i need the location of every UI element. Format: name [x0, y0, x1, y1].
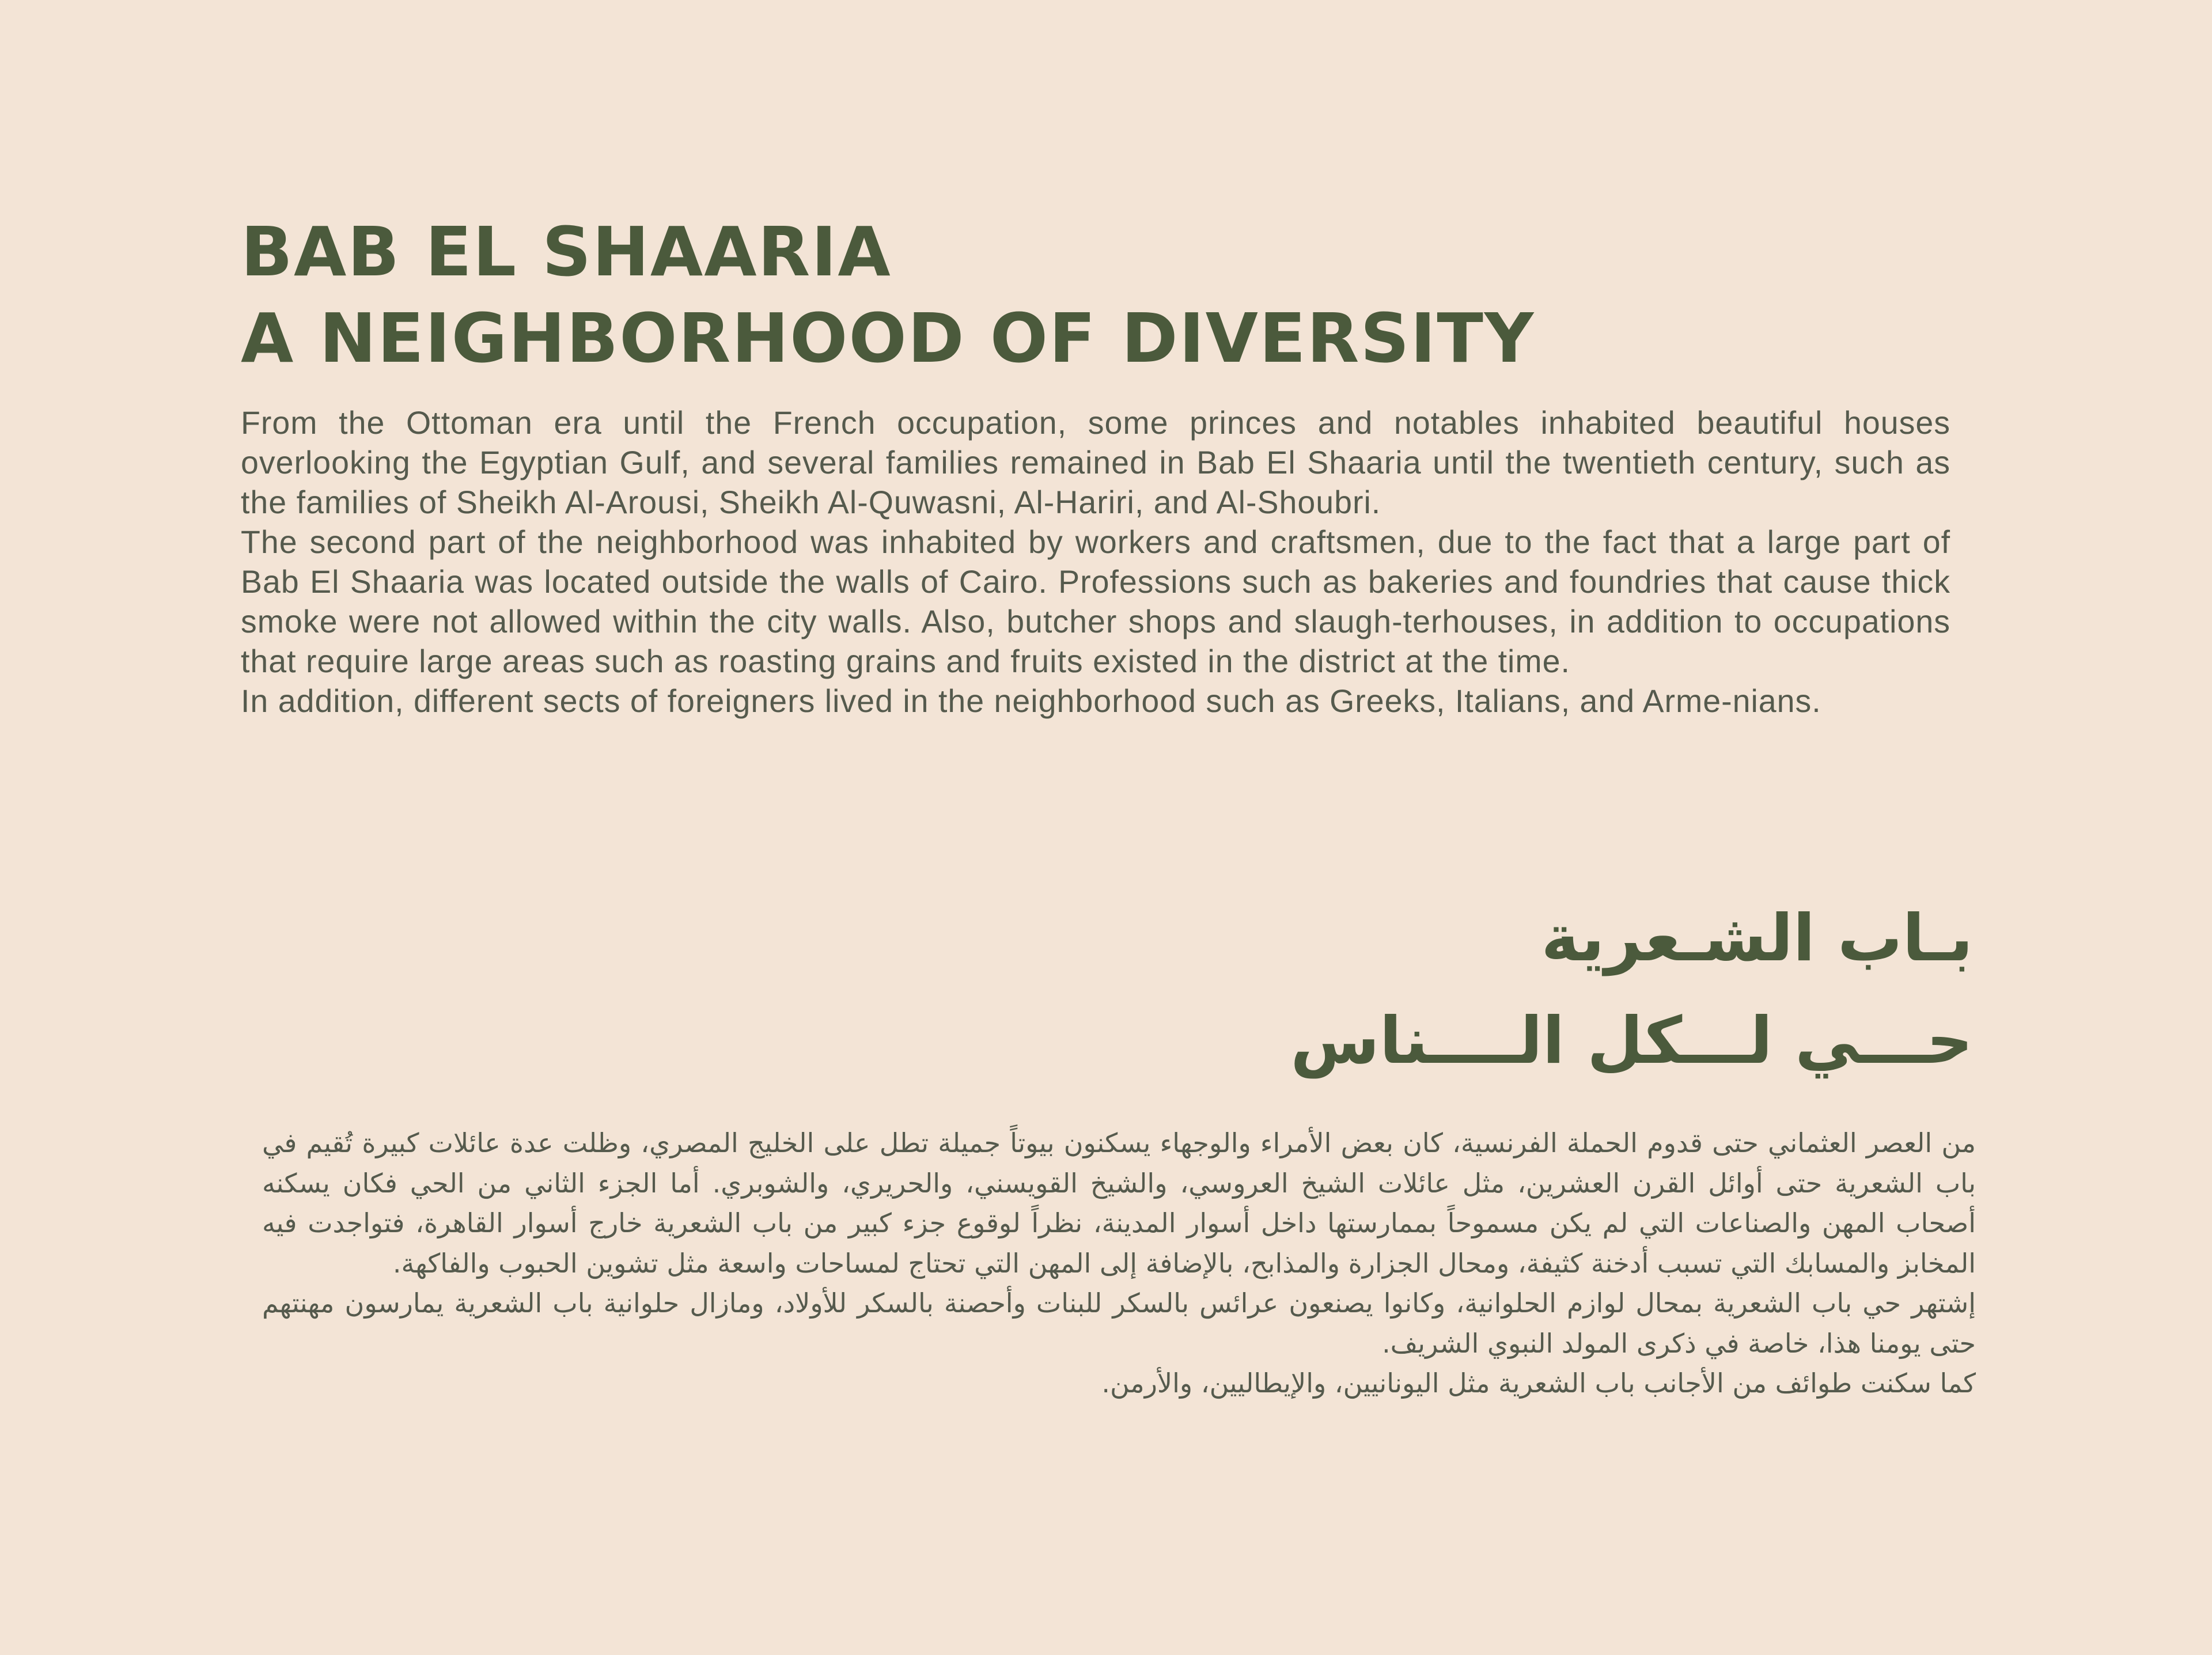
arabic-paragraph-3: كما سكنت طوائف من الأجانب باب الشعرية مثل اليونانيين، والإيطاليين، والأرمن. — [1101, 1368, 1976, 1399]
arabic-paragraph-2: إشتهر حي باب الشعرية بمحال لوازم الحلوانية، وكانوا يصنعون عرائس بالسكر للبنات وأحصنة بالسكر للأولاد، ومازال حلوانية باب الشعرية يمارسون مهنتهم حتى يومنا هذا، خاصة في ذكرى المولد النبوي الشريف. — [262, 1287, 1976, 1359]
english-title-line-2: A NEIGHBORHOOD OF DIVERSITY — [241, 298, 1535, 378]
english-body — [241, 403, 1950, 721]
english-title-line-1: BAB EL SHAARIA — [241, 212, 892, 291]
arabic-title — [821, 887, 1973, 1092]
arabic-paragraph-1: من العصر العثماني حتى قدوم الحملة الفرنسية، كان بعض الأمراء والوجهاء يسكنون بيوتاً جميلة تطل على الخليج المصري، وظلت عدة عائلات كبيرة تُقيم في باب الشعرية حتى أوائل القرن العشرين، مثل عائلات الشيخ العروسي، والشيخ القويسني، والحريري، والشوبري. أما الجزء الثاني من الحي فكان يسكنه أصحاب المهن والصناعات التي لم يكن مسموحاً بممارستها داخل أسوار المدينة، نظراً لوقوع جزء كبير من باب الشعرية خارج أسوار القاهرة، فتواجدت فيه المخابز والمسابك التي تسبب أدخنة كثيفة، ومحال الجزارة والمذابح، بالإضافة إلى المهن التي تحتاج لمساحات واسعة مثل تشوين الحبوب والفاكهة. — [262, 1127, 1976, 1279]
english-paragraph-3: In addition, different sects of foreigners lived in the neighborhood such as Greeks, Italians, and Arme-nians. — [241, 683, 1821, 719]
arabic-title-line-2: حـــي لـــكل الــــناس — [1290, 1003, 1973, 1078]
arabic-title-line-1: بـاب الشـعرية — [1541, 901, 1973, 976]
english-paragraph-1: From the Ottoman era until the French occupation, some princes and notables inhabited beautiful houses overlooking the Egyptian Gulf, and several families remained in Bab El Shaaria until the twentieth century, such as the families of Sheikh Al-Arousi, Sheikh Al-Quwasni, Al-Hariri, and Al-Shoubri. — [241, 405, 1950, 520]
english-paragraph-2: The second part of the neighborhood was inhabited by workers and craftsmen, due to the fact that a large part of Bab El Shaaria was located outside the walls of Cairo. Professions such as bakeries and foundries that cause thick smoke were not allowed within the city walls. Also, butcher shops and slaugh-terhouses, in addition to occupations that require large areas such as roasting grains and fruits existed in the district at the time. — [241, 524, 1950, 679]
english-title — [241, 209, 1969, 381]
arabic-body — [262, 1123, 1976, 1404]
